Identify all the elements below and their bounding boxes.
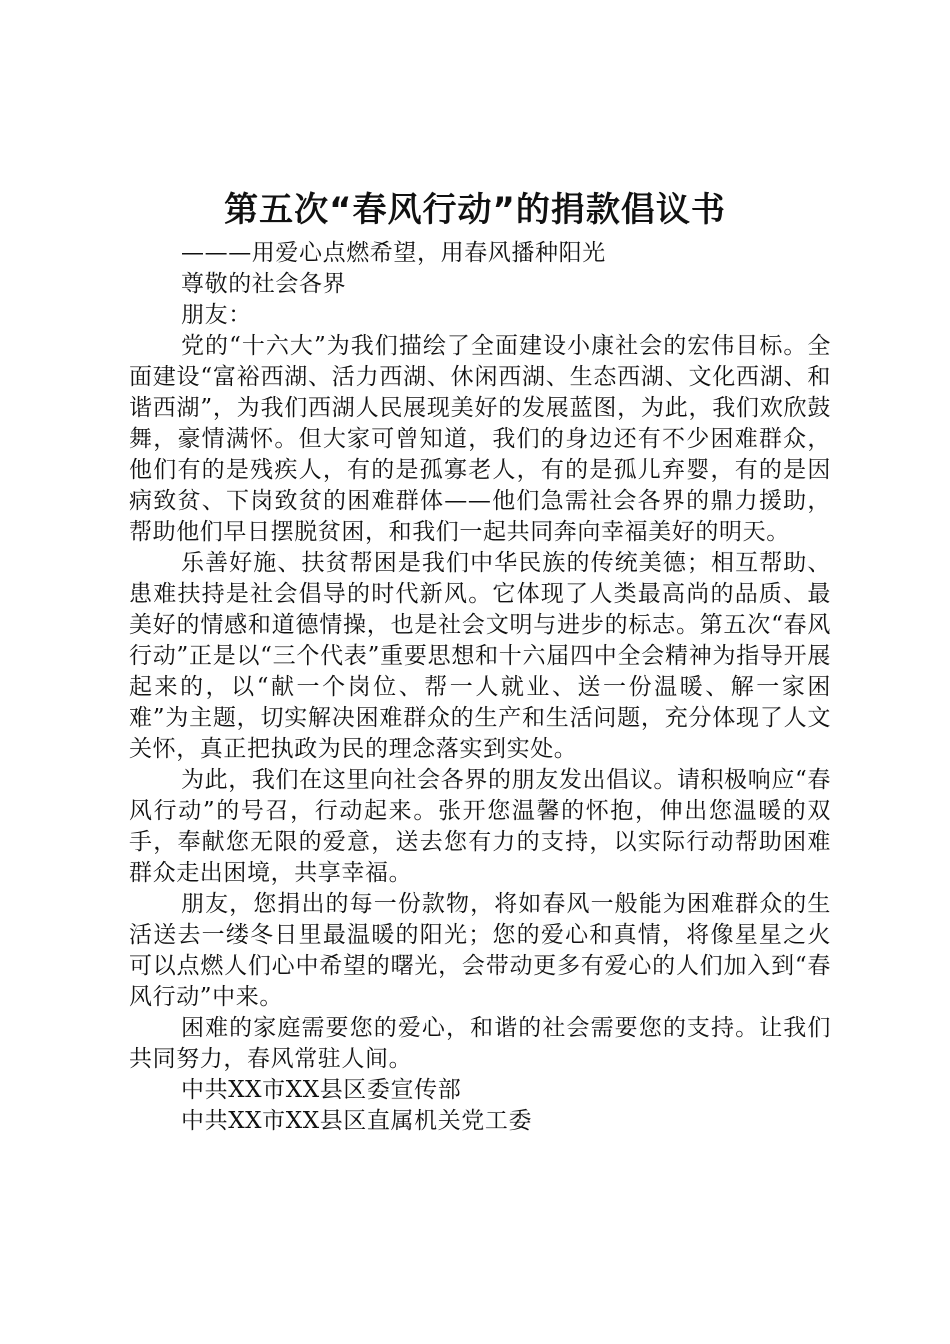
signature-propaganda-department: 中共XX市XX县区委宣传部 — [181, 1077, 462, 1103]
paragraph-3: 为此，我们在这里向社会各界的朋友发出倡议。请积极响应“春风行动”的号召，行动起来。张开您温馨的怀抱，伸出您温暖的双手，奉献您无限的爱意，送去您有力的支持，以实际行动帮助困难群众走出困境，共享幸福。 — [129, 767, 831, 886]
paragraph-1: 党的“十六大”为我们描绘了全面建设小康社会的宏伟目标。全面建设“富裕西湖、活力西湖、休闲西湖、生态西湖、文化西湖、和谐西湖”，为我们西湖人民展现美好的发展蓝图，为此，我们欢欣鼓舞，豪情满怀。但大家可曾知道，我们的身边还有不少困难群众，他们有的是残疾人，有的是孤寡老人，有的是孤儿弃婴，有的是因病致贫、下岗致贫的困难群体——他们急需社会各界的鼎力援助，帮助他们早日摆脱贫困，和我们一起共同奔向幸福美好的明天。 — [129, 333, 831, 545]
salutation-line-2: 朋友： — [181, 302, 252, 328]
salutation-line-1: 尊敬的社会各界 — [181, 271, 347, 297]
document-title: 第五次“春风行动”的捐款倡议书 — [224, 190, 726, 230]
paragraph-4: 朋友，您捐出的每一份款物，将如春风一般能为困难群众的生活送去一缕冬日里最温暖的阳光；您的爱心和真情，将像星星之火可以点燃人们心中希望的曙光，会带动更多有爱心的人们加入到“春风行动”中来。 — [129, 891, 831, 1010]
document-body — [129, 238, 831, 1137]
subtitle: ———用爱心点燃希望，用春风播种阳光 — [181, 240, 606, 266]
signature-party-working-committee: 中共XX市XX县区直属机关党工委 — [181, 1108, 533, 1134]
paragraph-2: 乐善好施、扶贫帮困是我们中华民族的传统美德；相互帮助、患难扶持是社会倡导的时代新风。它体现了人类最高尚的品质、最美好的情感和道德情操，也是社会文明与进步的标志。第五次“春风行动”正是以“三个代表”重要思想和十六届四中全会精神为指导开展起来的，以“献一个岗位、帮一人就业、送一份温暖、解一家困难”为主题，切实解决困难群众的生产和生活问题，充分体现了人文关怀，真正把执政为民的理念落实到实处。 — [129, 550, 831, 762]
paragraph-5: 困难的家庭需要您的爱心，和谐的社会需要您的支持。让我们共同努力，春风常驻人间。 — [129, 1015, 831, 1072]
